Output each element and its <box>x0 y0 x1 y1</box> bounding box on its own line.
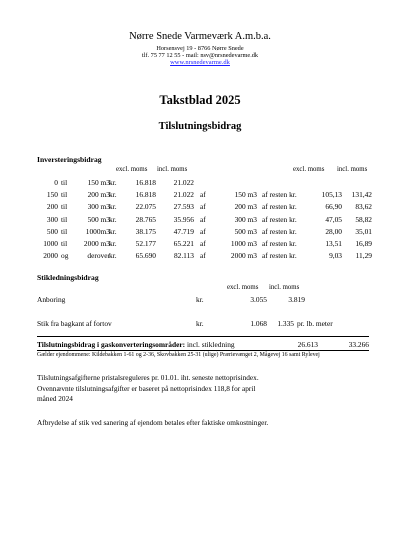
af-label: af <box>200 226 206 236</box>
threshold-area: 2000 m3 <box>230 251 257 261</box>
rest-label: af resten kr. <box>262 251 297 261</box>
website-link[interactable]: www.nrsnedevarme.dk <box>170 59 230 66</box>
investering-heading: Inversteringsbidrag <box>37 155 102 164</box>
rest-excl-moms: 9,03 <box>329 251 342 261</box>
stik-kr: kr. <box>196 319 204 328</box>
anboring-excl: 3.055 <box>250 295 267 304</box>
document-subtitle: Tilslutningsbidrag <box>158 121 242 132</box>
total-incl: 33.266 <box>348 340 369 349</box>
rest-excl-moms: 47,05 <box>325 214 342 224</box>
range-connector: til <box>61 202 68 212</box>
base-incl-moms: 27.593 <box>173 202 194 212</box>
company-name: Nørre Snede Varmeværk A.m.b.a. <box>129 31 271 42</box>
stikledning-heading: Stikledningsbidrag <box>37 273 99 282</box>
rest-label: af resten kr. <box>262 239 297 248</box>
base-incl-moms: 21.022 <box>173 178 194 187</box>
currency-label: kr. <box>109 239 117 248</box>
col-header-incl: incl. moms <box>157 166 188 173</box>
base-incl-moms: 21.022 <box>173 190 194 200</box>
range-from: 500 <box>46 226 58 236</box>
base-excl-moms: 22.075 <box>135 202 156 212</box>
range-from: 2000 <box>43 251 58 261</box>
indexation-line: Ovennævnte tilslutningsafgifter er baseret på nettoprisindex 118,8 for april <box>37 383 256 393</box>
stik-col-header-excl: excl. moms <box>227 284 259 291</box>
stik-excl: 1.068 <box>250 319 267 328</box>
range-to: 200 m3 <box>87 190 110 200</box>
rest-excl-moms: 13,51 <box>325 239 342 248</box>
threshold-area: 200 m3 <box>234 202 257 212</box>
range-connector: til <box>61 190 68 200</box>
disconnection-paragraph: Afbrydelse af stik ved sanering af ejendom betales efter faktiske omkostninger. <box>37 418 269 427</box>
total-label-suffix: incl. stikledning <box>186 340 235 349</box>
currency-label: kr. <box>109 190 117 200</box>
currency-label: kr. <box>109 202 117 212</box>
range-to: 300 m3 <box>87 202 110 212</box>
threshold-area: 300 m3 <box>234 214 257 224</box>
rest-label: af resten kr. <box>262 202 297 212</box>
rest-label: af resten kr. <box>262 226 297 236</box>
range-from: 150 <box>46 190 58 200</box>
range-to: 500 m3 <box>87 214 110 224</box>
base-excl-moms: 38.175 <box>135 226 156 236</box>
base-excl-moms: 52.177 <box>135 239 156 248</box>
company-address: Horsensvej 19 - 8766 Nørre Snede <box>156 45 244 52</box>
range-connector: til <box>61 178 68 187</box>
base-incl-moms: 47.719 <box>173 226 194 236</box>
divider-top <box>37 336 369 337</box>
indexation-line: måned 2024 <box>37 394 73 403</box>
total-label: Tilslutningsbidrag i gaskonverteringsområder: <box>37 340 186 349</box>
threshold-area: 150 m3 <box>234 190 257 200</box>
range-from: 1000 <box>43 239 58 248</box>
indexation-line: Tilslutningsafgifterne pristalsreguleres pr. 01.01. iht. seneste nettoprisindex. <box>37 373 259 382</box>
range-connector: til <box>61 226 68 236</box>
range-connector: til <box>61 239 68 248</box>
range-to: 1000m3 <box>85 226 110 236</box>
range-connector: til <box>61 214 68 224</box>
rest-label: af resten kr. <box>262 214 297 224</box>
currency-label: kr. <box>109 214 117 224</box>
rest-label: af resten kr. <box>262 190 297 200</box>
af-label: af <box>200 239 206 248</box>
base-excl-moms: 16.818 <box>135 178 156 187</box>
scope-note: Gælder ejendommene: Kildebakken 1-61 og 2-36, Skovbakken 25-31 (ulige) Prærievænget 2, Mågevej 16 samt Rylevej <box>37 352 320 358</box>
af-label: af <box>200 214 206 224</box>
base-excl-moms: 65.690 <box>135 251 156 261</box>
indexation-paragraph <box>37 373 337 405</box>
rest-incl-moms: 11,29 <box>355 251 372 261</box>
stik-label: Stik fra bagkant af fortov <box>37 319 112 328</box>
currency-label: kr. <box>109 178 117 187</box>
base-incl-moms: 65.221 <box>173 239 194 248</box>
company-contact: tlf. 75 77 12 55 - mail: nsv@nrsnedevarme.dk <box>141 52 259 59</box>
stik-unit: pr. lb. meter <box>297 319 333 328</box>
currency-label: kr. <box>109 251 117 261</box>
total-row <box>37 340 235 349</box>
document-title: Takstblad 2025 <box>159 93 241 107</box>
rest-excl-moms: 66,90 <box>325 202 342 212</box>
range-from: 300 <box>46 214 58 224</box>
threshold-area: 500 m3 <box>234 226 257 236</box>
rest-incl-moms: 131,42 <box>351 190 372 200</box>
rest-excl-moms: 28,00 <box>325 226 342 236</box>
base-excl-moms: 16.818 <box>135 190 156 200</box>
total-excl: 26.613 <box>297 340 318 349</box>
stik-col-header-incl: incl. moms <box>269 284 300 291</box>
base-excl-moms: 28.765 <box>135 214 156 224</box>
base-incl-moms: 35.956 <box>173 214 194 224</box>
col-header-incl-rest: incl. moms <box>337 166 368 173</box>
range-to: 2000 m3 <box>83 239 110 248</box>
threshold-area: 1000 m3 <box>230 239 257 248</box>
stik-incl: 1.335 <box>277 319 294 328</box>
anboring-kr: kr. <box>196 295 204 304</box>
col-header-excl-rest: excl. moms <box>293 166 325 173</box>
range-to: derover <box>87 251 110 261</box>
anboring-label: Anboring <box>37 295 66 304</box>
af-label: af <box>200 202 206 212</box>
base-incl-moms: 82.113 <box>173 251 194 261</box>
rest-incl-moms: 58,82 <box>355 214 372 224</box>
rest-incl-moms: 35,01 <box>355 226 372 236</box>
divider-bottom <box>37 350 369 351</box>
range-from: 0 <box>54 178 58 187</box>
rest-incl-moms: 16,89 <box>355 239 372 248</box>
anboring-incl: 3.819 <box>288 295 305 304</box>
rest-excl-moms: 105,13 <box>321 190 342 200</box>
range-connector: og <box>61 251 69 261</box>
range-to: 150 m3 <box>87 178 110 187</box>
rest-incl-moms: 83,62 <box>355 202 372 212</box>
col-header-excl: excl. moms <box>116 166 148 173</box>
af-label: af <box>200 190 206 200</box>
currency-label: kr. <box>109 226 117 236</box>
range-from: 200 <box>46 202 58 212</box>
af-label: af <box>200 251 206 261</box>
